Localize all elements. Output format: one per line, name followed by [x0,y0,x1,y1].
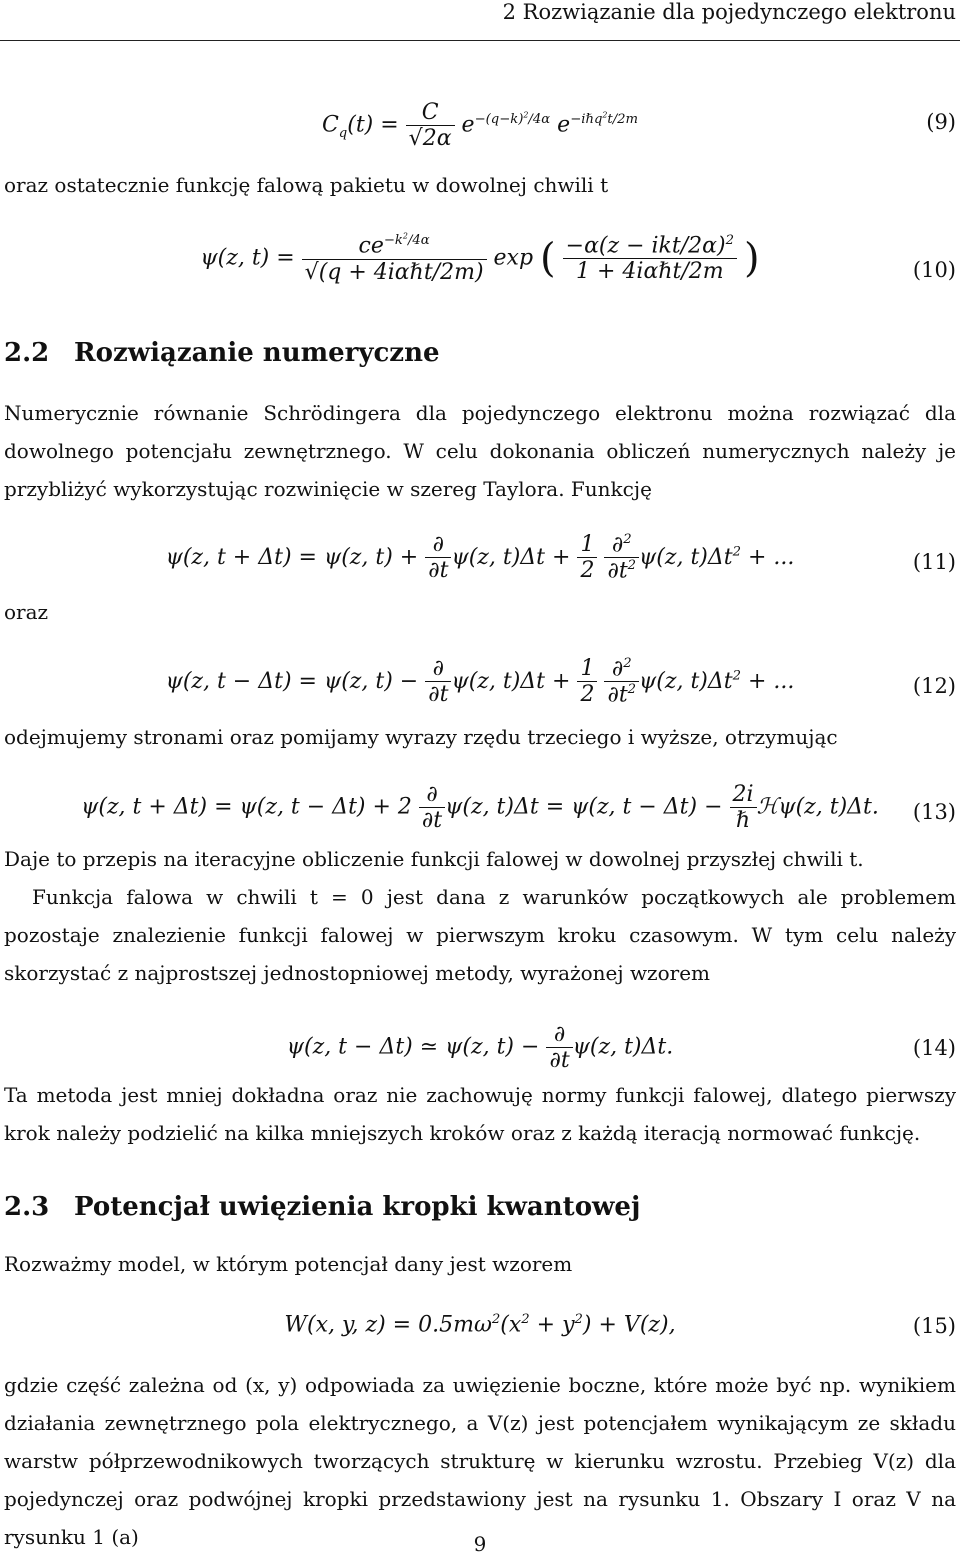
equation-number: (9) [926,110,956,134]
section-heading-2-3 [4,1192,640,1222]
section-number: 2.2 [4,338,50,368]
equation-11: ψ(z, t + Δt) = ψ(z, t) + $\frac{\partial}{\partial t}$ ψ(z, t)Δt + $\frac{1}{2}$ $\frac{\partial^2}{\partial t^2}$ ψ(z, $t)\Delta t^2$ + ... (11) [165,532,956,584]
equation-number: (11) [912,550,956,574]
section-title: Rozwiązanie numeryczne [74,338,440,368]
equation-14: ψ(z, t − Δt) ≃ ψ(z, t) − $\frac{\partial}{\partial t}$ ψ(z, t)Δt. (14) [286,1022,956,1073]
paragraph: oraz ostatecznie funkcję falową pakietu w dowolnej chwili t [4,173,609,197]
equation-number: (14) [912,1036,956,1060]
section-heading-2-2 [4,338,440,368]
equation-15: W(x, y, $z) = 0.5m\omega^2(x^2 + y^2) + V(z)$, (15) [284,1312,956,1338]
paragraph: Funkcja falowa w chwili t = 0 jest dana z warunków początkowych ale problemem pozostaje znalezienie funkcji falowej w pierwszym kroku czasowym. W tym celu należy skorzystać z najprostszej jednostopniowej metody, wyrażonej wzorem [4,885,956,985]
header-rule [0,40,960,41]
running-header: 2 Rozwiązanie dla pojedynczego elektronu [502,0,956,24]
equation-10: ψ(z, t) = $\frac{ce^{-k^2/4\alpha}}{\text{√(q + 4iαℏt/2m)}}$ exp ( $\frac{-\alpha(z - ikt/2\alpha)^2}{\text{1 + 4iαℏt/2m}}$ ) (10) [200,232,956,285]
paragraph: Rozważmy model, w którym potencjał dany jest wzorem [4,1252,573,1276]
equation-number: (15) [912,1314,956,1338]
paragraph: Numerycznie równanie Schrödingera dla pojedynczego elektronu można rozwiązać dla dowolnego potencjału zewnętrznego. W celu dokonania obliczeń numerycznych należy je przybliżyć wykorzystując rozwinięcie w szereg Taylora. Funkcję [4,401,956,501]
paragraph: odejmujemy stronami oraz pomijamy wyrazy rzędu trzeciego i wyższe, otrzymując [4,725,838,749]
paragraph: oraz [4,600,49,624]
equation-9: $C_q(t)$ = $\frac{C}{√2\alpha}$ $e^{-(q-k)^2/4\alpha}$ $e^{-i\hbar q^2t/2m}$ (9) [321,100,956,151]
equation-number: (10) [912,258,956,282]
equation-number: (12) [912,674,956,698]
section-number: 2.3 [4,1192,50,1222]
page-number: 9 [473,1532,487,1556]
section-title: Potencjał uwięzienia kropki kwantowej [74,1192,641,1222]
paragraph: Daje to przepis na iteracyjne obliczenie funkcji falowej w dowolnej przyszłej chwili t. [4,847,864,871]
equation-13: ψ(z, t + Δt) = ψ(z, t − Δt) + 2 $\frac{\partial}{\partial t}$ ψ(z, t)Δt = ψ(z, t − Δt) − $\frac{2i}{\text{ℏ}}$ ℋψ(z, t)Δt. (13) [81,782,956,833]
paragraph: Ta metoda jest mniej dokładna oraz nie zachowuję normy funkcji falowej, dlatego pierwszy krok należy podzielić na kilka mniejszych kroków oraz z każdą iteracją normować funkcję. [4,1083,956,1145]
equation-12: ψ(z, t − Δt) = ψ(z, t) − $\frac{\partial}{\partial t}$ ψ(z, t)Δt + $\frac{1}{2}$ $\frac{\partial^2}{\partial t^2}$ ψ(z, $t)\Delta t^2$ + ... (12) [165,656,956,708]
paragraph: gdzie część zależna od (x, y) odpowiada za uwięzienie boczne, które może być np. wynikiem działania zewnętrznego pola elektrycznego, a V(z) jest potencjałem wynikającym ze składu warstw półprzewodnikowych tworzących strukturę w kierunku wzrostu. Przebieg V(z) dla pojedynczej oraz podwójnej kropki przedstawiony jest na rysunku 1. Obszary I oraz V na rysunku 1 (a) [4,1373,956,1549]
equation-number: (13) [912,800,956,824]
